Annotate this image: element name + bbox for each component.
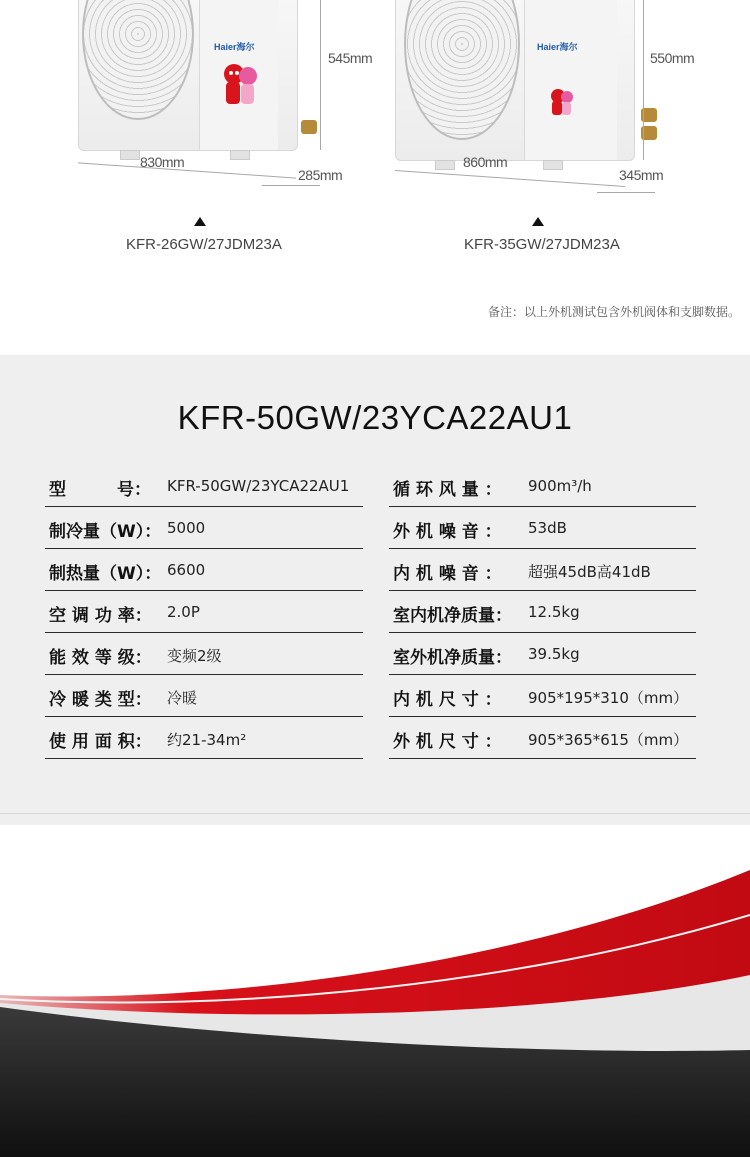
height-dimension: 550mm xyxy=(650,50,695,66)
spec-label: 空 调 功 率： xyxy=(49,606,152,626)
triangle-marker-icon xyxy=(194,217,206,226)
spec-label: 室外机净质量： xyxy=(393,648,512,668)
spec-label: 循 环 风 量 ： xyxy=(393,480,502,500)
height-dimension-line xyxy=(320,0,321,150)
model-caption: KFR-26GW/27JDM23A xyxy=(126,236,282,253)
spec-label: 制热量（W）： xyxy=(49,564,162,584)
spec-row xyxy=(45,633,363,675)
depth-dimension-line xyxy=(597,192,655,193)
unit-foot xyxy=(230,150,250,160)
height-dimension: 545mm xyxy=(328,50,373,66)
spec-label: 能 效 等 级： xyxy=(49,648,152,668)
spec-label: 内 机 尺 寸 ： xyxy=(393,690,502,710)
spec-section xyxy=(0,355,750,825)
model-caption: KFR-35GW/27JDM23A xyxy=(464,236,620,253)
width-dimension: 860mm xyxy=(463,154,508,170)
decorative-wave xyxy=(0,825,750,1157)
height-dimension-line xyxy=(643,0,644,160)
spec-label: 内 机 噪 音 ： xyxy=(393,564,502,584)
spec-value: 5000 xyxy=(167,519,206,537)
spec-value: 2.0P xyxy=(167,603,200,621)
spec-row xyxy=(389,633,696,675)
outdoor-unit-1 xyxy=(0,0,375,300)
spec-value: 905*195*310（mm） xyxy=(528,689,689,707)
spec-label: 室内机净质量： xyxy=(393,606,512,626)
brand-logo: Haier海尔 xyxy=(214,42,255,52)
unit-foot xyxy=(435,160,455,170)
spec-row xyxy=(389,717,696,759)
fan-icon xyxy=(404,0,520,140)
spec-value: 变频2级 xyxy=(167,647,222,665)
spec-row xyxy=(389,465,696,507)
depth-dimension-line xyxy=(262,185,320,186)
spec-row xyxy=(45,507,363,549)
unit-foot xyxy=(120,150,140,160)
spec-label: 使 用 面 积： xyxy=(49,732,152,752)
footnote: 备注：以上外机测试包含外机阀体和支脚数据。 xyxy=(487,305,740,319)
spec-label: 外 机 尺 寸 ： xyxy=(393,732,502,752)
width-dimension-line xyxy=(395,170,625,187)
spec-row xyxy=(45,549,363,591)
spec-row xyxy=(389,591,696,633)
unit-foot xyxy=(543,160,563,170)
spec-value: 冷暖 xyxy=(167,689,198,707)
divider xyxy=(0,813,750,814)
spec-value: 6600 xyxy=(167,561,206,579)
spec-row xyxy=(389,507,696,549)
spec-label: 型 号： xyxy=(49,480,151,500)
side-panel xyxy=(199,0,278,150)
spec-row xyxy=(389,675,696,717)
side-panel xyxy=(524,0,617,160)
spec-value: 53dB xyxy=(528,519,567,537)
spec-value: 约21-34m² xyxy=(167,731,247,749)
valve-icon xyxy=(301,120,317,134)
spec-label: 制冷量（W）： xyxy=(49,522,162,542)
outdoor-dimensions-section xyxy=(0,0,750,355)
spec-value: 39.5kg xyxy=(528,645,580,663)
spec-value: 超强45dB高41dB xyxy=(528,563,651,581)
mascot-image xyxy=(218,60,262,112)
outdoor-unit-2 xyxy=(375,0,750,300)
width-dimension: 830mm xyxy=(140,154,185,170)
depth-dimension: 285mm xyxy=(298,167,343,183)
spec-value: KFR-50GW/23YCA22AU1 xyxy=(167,477,350,495)
mascot-image xyxy=(547,86,577,118)
outdoor-unit-2-image xyxy=(395,0,635,161)
outdoor-unit-1-image xyxy=(78,0,298,151)
spec-value: 905*365*615（mm） xyxy=(528,731,689,749)
spec-row xyxy=(45,465,363,507)
spec-row xyxy=(45,591,363,633)
spec-row xyxy=(45,717,363,759)
spec-row xyxy=(389,549,696,591)
depth-dimension: 345mm xyxy=(619,167,664,183)
brand-logo: Haier海尔 xyxy=(537,42,578,52)
triangle-marker-icon xyxy=(532,217,544,226)
spec-label: 冷 暖 类 型： xyxy=(49,690,152,710)
spec-label: 外 机 噪 音 ： xyxy=(393,522,502,542)
fan-icon xyxy=(82,0,194,120)
spec-value: 12.5kg xyxy=(528,603,580,621)
spec-row xyxy=(45,675,363,717)
spec-title: KFR-50GW/23YCA22AU1 xyxy=(177,399,573,436)
width-dimension-line xyxy=(78,162,296,178)
spec-value: 900m³/h xyxy=(528,477,592,495)
